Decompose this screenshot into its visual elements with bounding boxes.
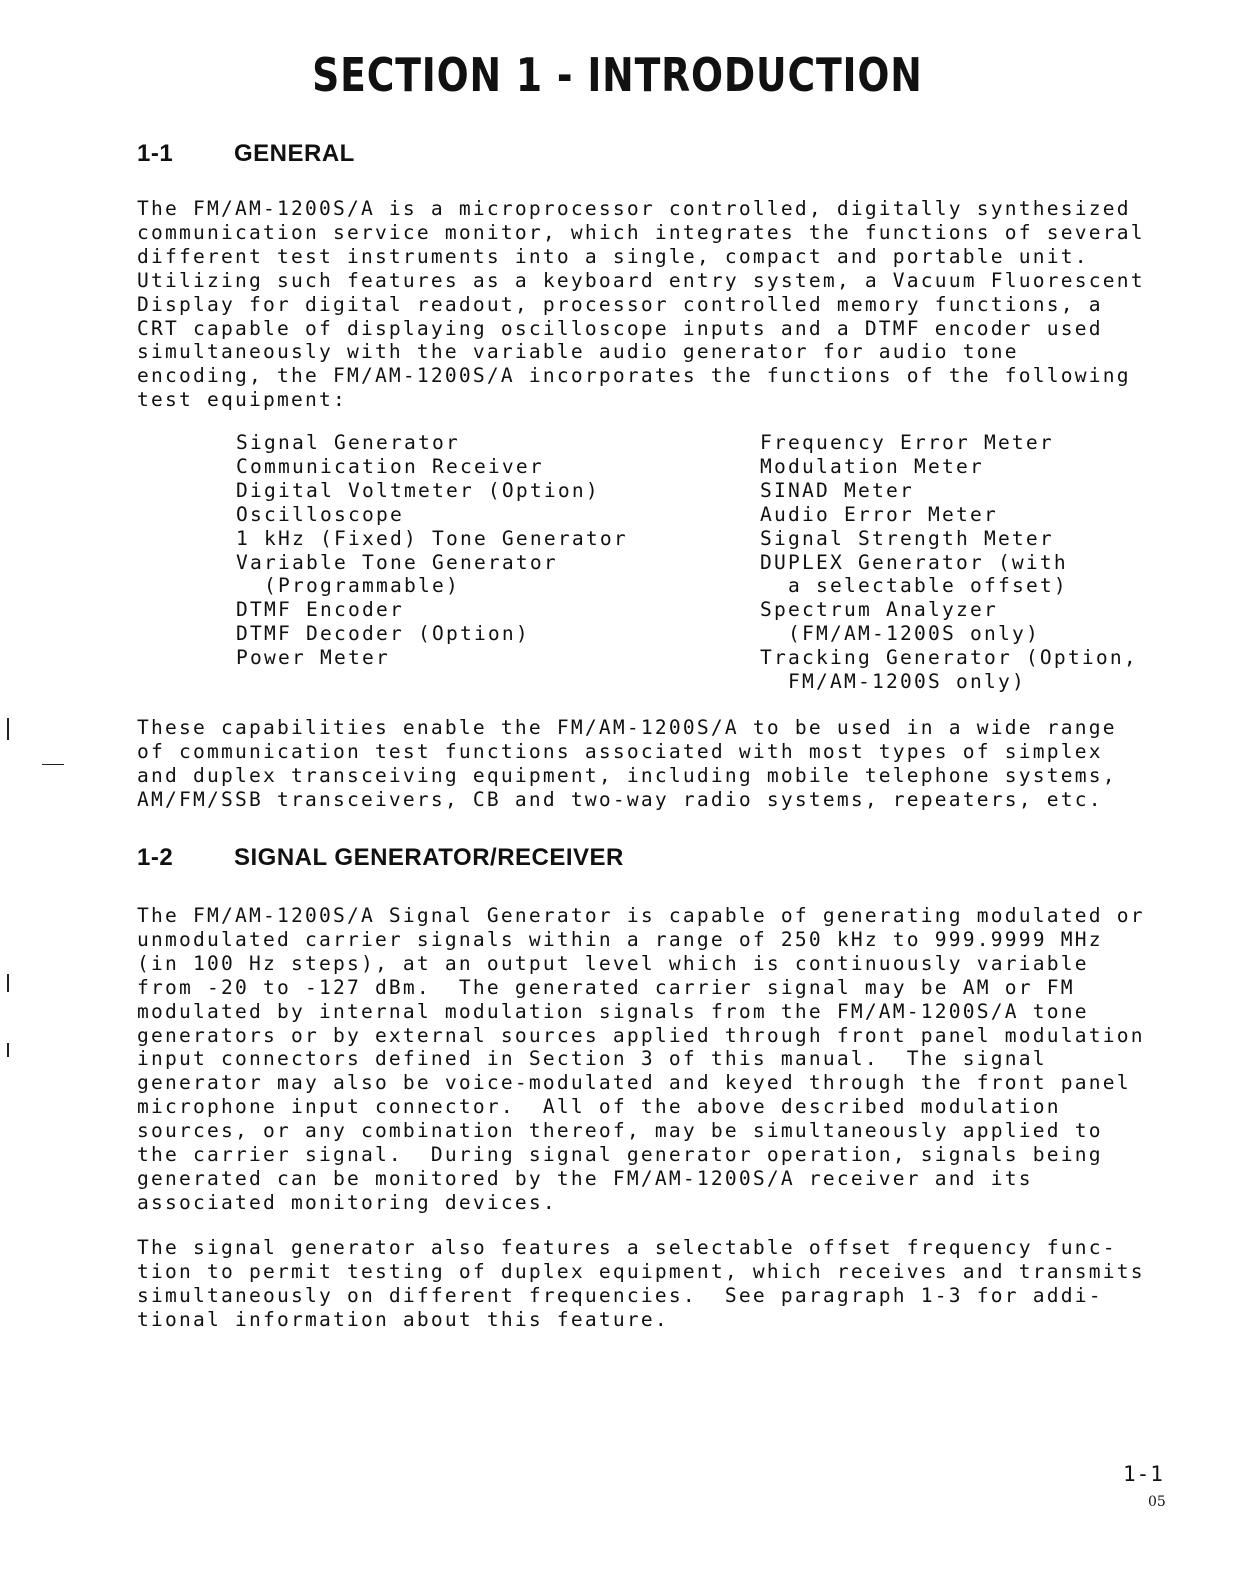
scan-margin-mark bbox=[7, 1043, 9, 1057]
list-item: (Programmable) bbox=[264, 574, 460, 598]
revision-number: 05 bbox=[1148, 1494, 1166, 1510]
text-line: tional information about this feature. bbox=[137, 1307, 669, 1331]
text-line: AM/FM/SSB transceivers, CB and two-way radio systems, repeaters, etc. bbox=[137, 787, 1103, 811]
text-line: These capabilities enable the FM/AM-1200S/A to be used in a wide range bbox=[137, 716, 1117, 739]
text-line: The FM/AM-1200S/A is a microprocessor controlled, digitally synthesized bbox=[137, 197, 1131, 220]
list-item: Modulation Meter bbox=[760, 454, 984, 478]
section-title: SECTION 1 - INTRODUCTION bbox=[312, 48, 923, 102]
text-line: Display for digital readout, processor controlled memory functions, a bbox=[137, 292, 1103, 316]
list-item: 1 kHz (Fixed) Tone Generator bbox=[236, 526, 628, 550]
text-line: CRT capable of displaying oscilloscope inputs and a DTMF encoder used bbox=[137, 316, 1103, 340]
heading-signal-generator bbox=[137, 844, 624, 872]
scan-margin-mark bbox=[7, 718, 9, 740]
text-line: associated monitoring devices. bbox=[137, 1190, 557, 1214]
text-line: (in 100 Hz steps), at an output level which is continuously variable bbox=[137, 951, 1089, 975]
signal-generator-paragraph-2 bbox=[137, 1236, 1177, 1332]
text-line: microphone input connector. All of the above described modulation bbox=[137, 1095, 1061, 1119]
text-line: generator may also be voice-modulated and keyed through the front panel bbox=[137, 1071, 1131, 1095]
text-line: from -20 to -127 dBm. The generated carrier signal may be AM or FM bbox=[137, 975, 1075, 999]
list-item: Signal Strength Meter bbox=[760, 526, 1054, 550]
text-line: tion to permit testing of duplex equipment, which receives and transmits bbox=[137, 1259, 1145, 1283]
scan-margin-mark bbox=[42, 764, 64, 765]
page-number: 1-1 bbox=[1123, 1462, 1164, 1486]
text-line: the carrier signal. During signal generator operation, signals being bbox=[137, 1143, 1103, 1167]
heading-number: 1-2 bbox=[137, 844, 174, 871]
text-line: Utilizing such features as a keyboard entry system, a Vacuum Fluorescent bbox=[137, 268, 1145, 292]
text-line: and duplex transceiving equipment, including mobile telephone systems, bbox=[137, 763, 1117, 787]
list-item: DTMF Decoder (Option) bbox=[236, 622, 530, 646]
scan-margin-mark bbox=[7, 974, 9, 992]
text-line: different test instruments into a single, compact and portable unit. bbox=[137, 244, 1089, 268]
equipment-list-left bbox=[236, 431, 628, 670]
general-intro-paragraph bbox=[137, 197, 1177, 412]
list-item: Communication Receiver bbox=[236, 454, 544, 478]
text-line: generators or by external sources applied through front panel modulation bbox=[137, 1023, 1145, 1047]
list-item: Audio Error Meter bbox=[760, 502, 998, 526]
heading-general bbox=[137, 140, 355, 168]
heading-text: GENERAL bbox=[234, 140, 355, 167]
list-item: Variable Tone Generator bbox=[236, 550, 558, 574]
text-line: unmodulated carrier signals within a range of 250 kHz to 999.9999 MHz bbox=[137, 927, 1103, 951]
list-item: FM/AM-1200S only) bbox=[788, 670, 1026, 694]
list-item: DUPLEX Generator (with bbox=[760, 550, 1068, 574]
text-line: modulated by internal modulation signals from the FM/AM-1200S/A tone bbox=[137, 999, 1089, 1023]
list-item: Spectrum Analyzer bbox=[760, 598, 998, 622]
text-line: communication service monitor, which integrates the functions of several bbox=[137, 220, 1145, 244]
text-line: The signal generator also features a selectable offset frequency func- bbox=[137, 1236, 1117, 1259]
text-line: generated can be monitored by the FM/AM-1200S/A receiver and its bbox=[137, 1166, 1033, 1190]
text-line: sources, or any combination thereof, may be simultaneously applied to bbox=[137, 1119, 1103, 1143]
text-line: simultaneously with the variable audio generator for audio tone bbox=[137, 340, 1019, 364]
list-item: DTMF Encoder bbox=[236, 598, 404, 622]
signal-generator-paragraph-1 bbox=[137, 904, 1177, 1215]
text-line: input connectors defined in Section 3 of this manual. The signal bbox=[137, 1047, 1047, 1071]
text-line: The FM/AM-1200S/A Signal Generator is capable of generating modulated or bbox=[137, 904, 1145, 927]
text-line: encoding, the FM/AM-1200S/A incorporates the functions of the following bbox=[137, 364, 1131, 388]
text-line: of communication test functions associated with most types of simplex bbox=[137, 739, 1103, 763]
list-item: (FM/AM-1200S only) bbox=[788, 622, 1040, 646]
list-item: Oscilloscope bbox=[236, 502, 404, 526]
heading-number: 1-1 bbox=[137, 140, 174, 167]
equipment-list-right bbox=[760, 431, 1138, 694]
general-closing-paragraph bbox=[137, 716, 1177, 812]
list-item: SINAD Meter bbox=[760, 478, 914, 502]
list-item: a selectable offset) bbox=[788, 574, 1068, 598]
heading-text: SIGNAL GENERATOR/RECEIVER bbox=[234, 844, 624, 871]
list-item: Digital Voltmeter (Option) bbox=[236, 478, 600, 502]
list-item: Frequency Error Meter bbox=[760, 431, 1054, 454]
text-line: test equipment: bbox=[137, 388, 347, 412]
list-item: Power Meter bbox=[236, 646, 390, 670]
text-line: simultaneously on different frequencies. See paragraph 1-3 for addi- bbox=[137, 1283, 1103, 1307]
list-item: Tracking Generator (Option, bbox=[760, 646, 1138, 670]
list-item: Signal Generator bbox=[236, 431, 460, 454]
